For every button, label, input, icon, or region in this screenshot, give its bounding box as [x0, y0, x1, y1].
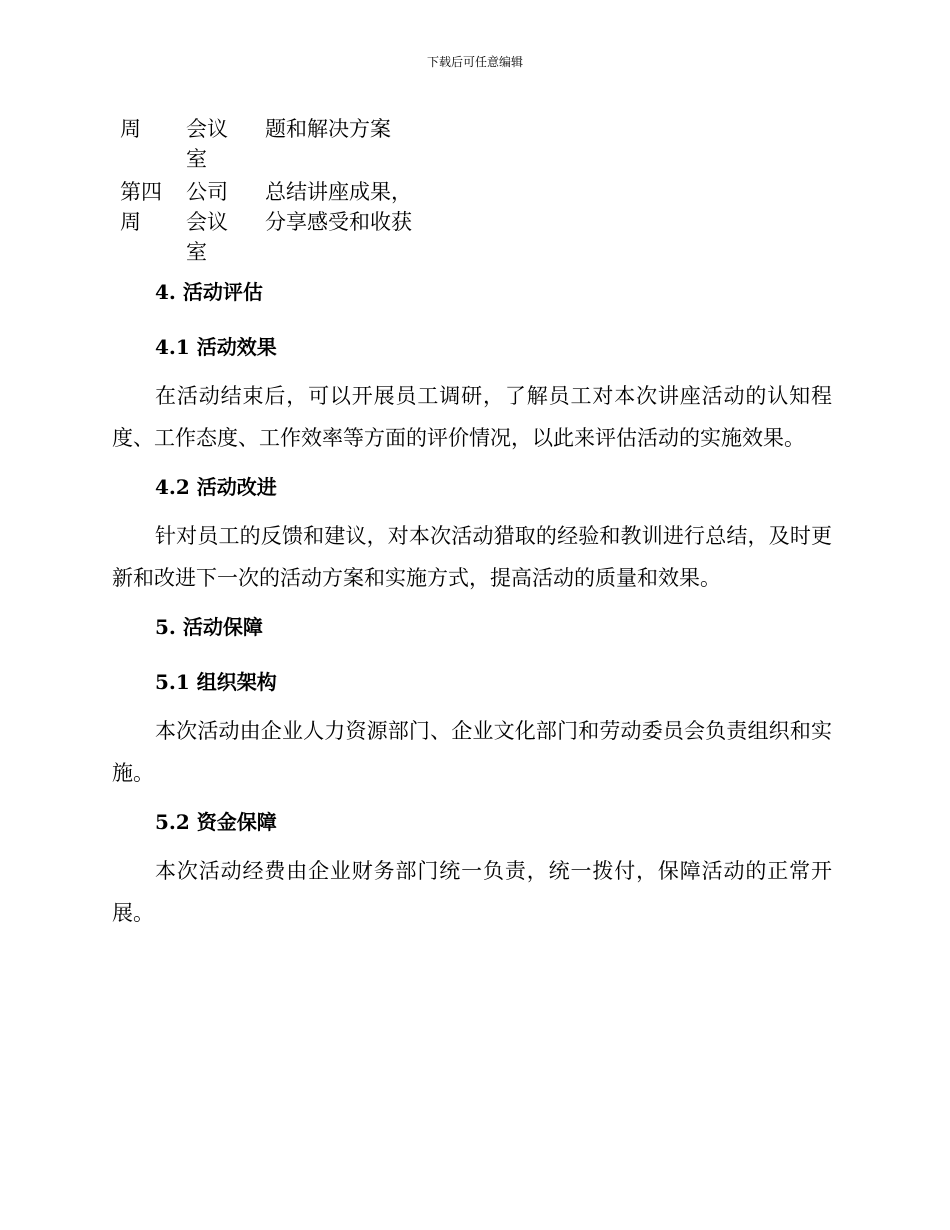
section-heading-5: 5. 活动保障	[155, 615, 263, 639]
paragraph-4-1: 在活动结束后，可以开展员工调研，了解员工对本次讲座活动的认知程度、工作态度、工作效率等方面的评价情况，以此来评估活动的实施效果。	[112, 384, 832, 450]
table-cell-content: 题和解决方案	[265, 117, 391, 141]
section-heading-5-1: 5.1 组织架构	[155, 670, 277, 694]
table-cell-week: 周	[120, 117, 141, 141]
section-heading-4: 4. 活动评估	[155, 280, 263, 304]
schedule-table-continuation	[120, 114, 485, 267]
paragraph-5-2: 本次活动经费由企业财务部门统一负责，统一拨付，保障活动的正常开展。	[112, 859, 832, 925]
document-body	[112, 273, 832, 934]
paragraph-4-2: 针对员工的反馈和建议，对本次活动猎取的经验和教训进行总结，及时更新和改进下一次的活动方案和实施方式，提高活动的质量和效果。	[112, 524, 832, 590]
table-cell-content: 总结讲座成果， 分享感受和收获	[265, 180, 412, 234]
table-cell-week: 第四 周	[120, 180, 162, 234]
section-heading-4-2: 4.2 活动改进	[155, 475, 277, 499]
table-cell-location: 会议 室	[186, 117, 228, 171]
table-row	[120, 114, 485, 174]
table-cell-location: 公司 会议 室	[186, 180, 228, 264]
paragraph-5-1: 本次活动由企业人力资源部门、企业文化部门和劳动委员会负责组织和实施。	[112, 719, 832, 785]
section-heading-5-2: 5.2 资金保障	[155, 810, 277, 834]
table-row	[120, 177, 485, 267]
section-heading-4-1: 4.1 活动效果	[155, 335, 277, 359]
page-header: 下载后可任意编辑	[426, 55, 523, 69]
